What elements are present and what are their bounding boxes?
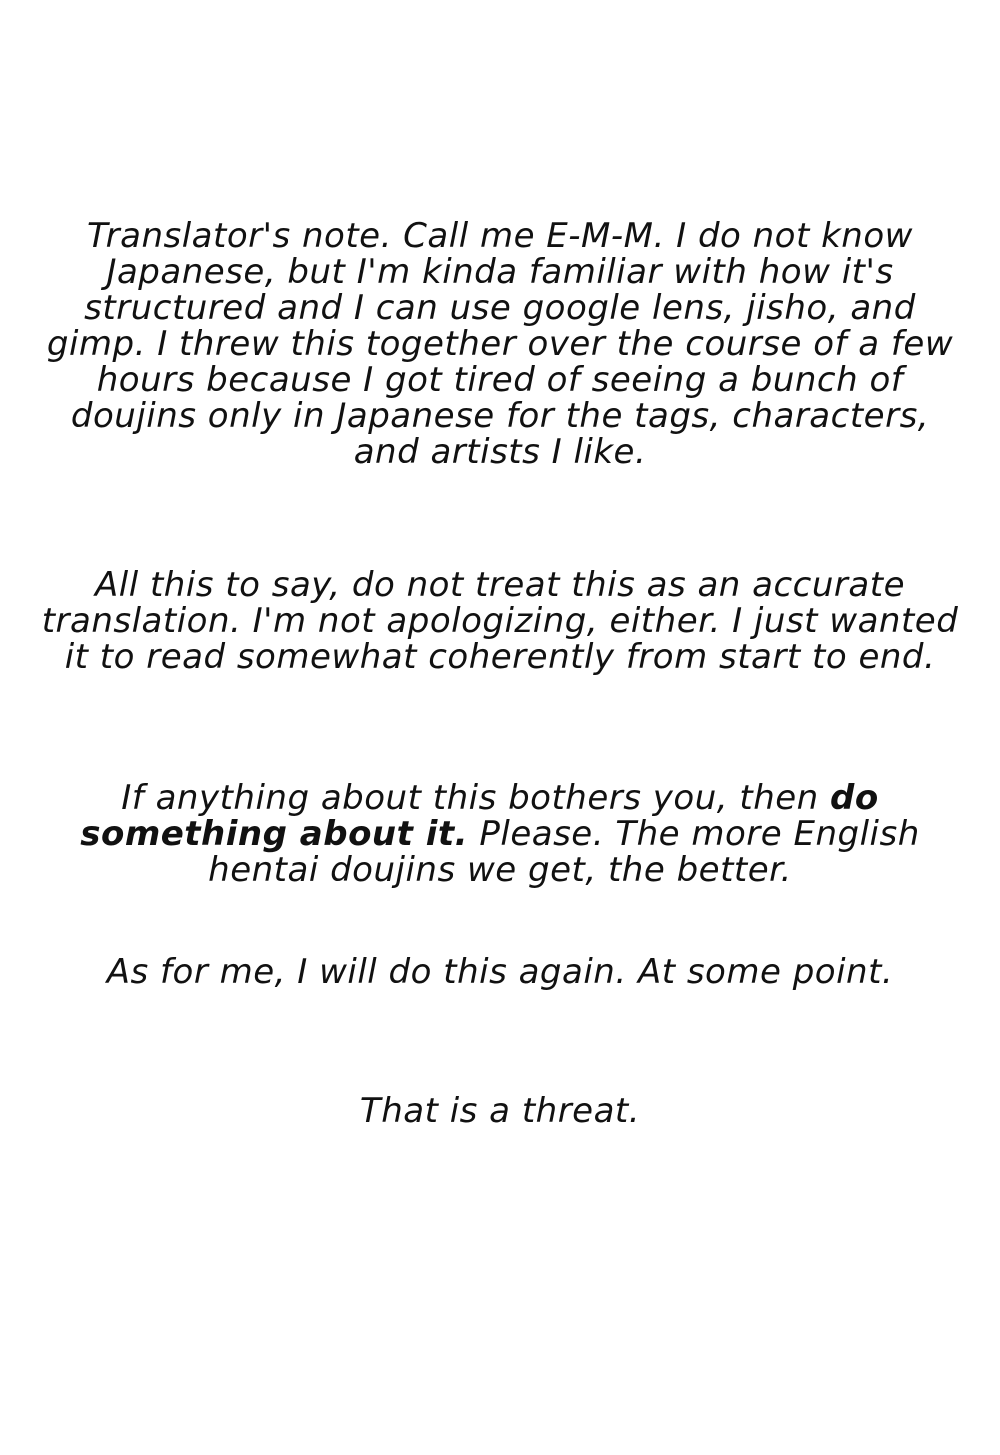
- note-paragraph-promise: As for me, I will do this again. At some point.: [106, 952, 894, 992]
- call-to-action-tail: Please. The more English hentai doujins we get, the better.: [208, 814, 920, 890]
- note-paragraph-intro: Translator's note. Call me E-M-M. I do not know Japanese, but I'm kinda familiar with how it's structured and I can use google lens, jisho, and gimp. I threw this together over the course of a few hours because I got tired of seeing a bunch of doujins only in Japanese for the tags, characters, and artists I like.: [46, 216, 954, 472]
- call-to-action-lead: If anything about this bothers you, then: [121, 778, 831, 818]
- note-paragraph-threat: That is a threat.: [359, 1091, 641, 1131]
- note-paragraph-call-to-action: [40, 780, 960, 888]
- call-to-action-emphasis: do something about it.: [80, 778, 879, 854]
- note-paragraph-disclaimer: All this to say, do not treat this as an accurate translation. I'm not apologizing, either. I just wanted it to read somewhat coherently from start to end.: [41, 565, 959, 677]
